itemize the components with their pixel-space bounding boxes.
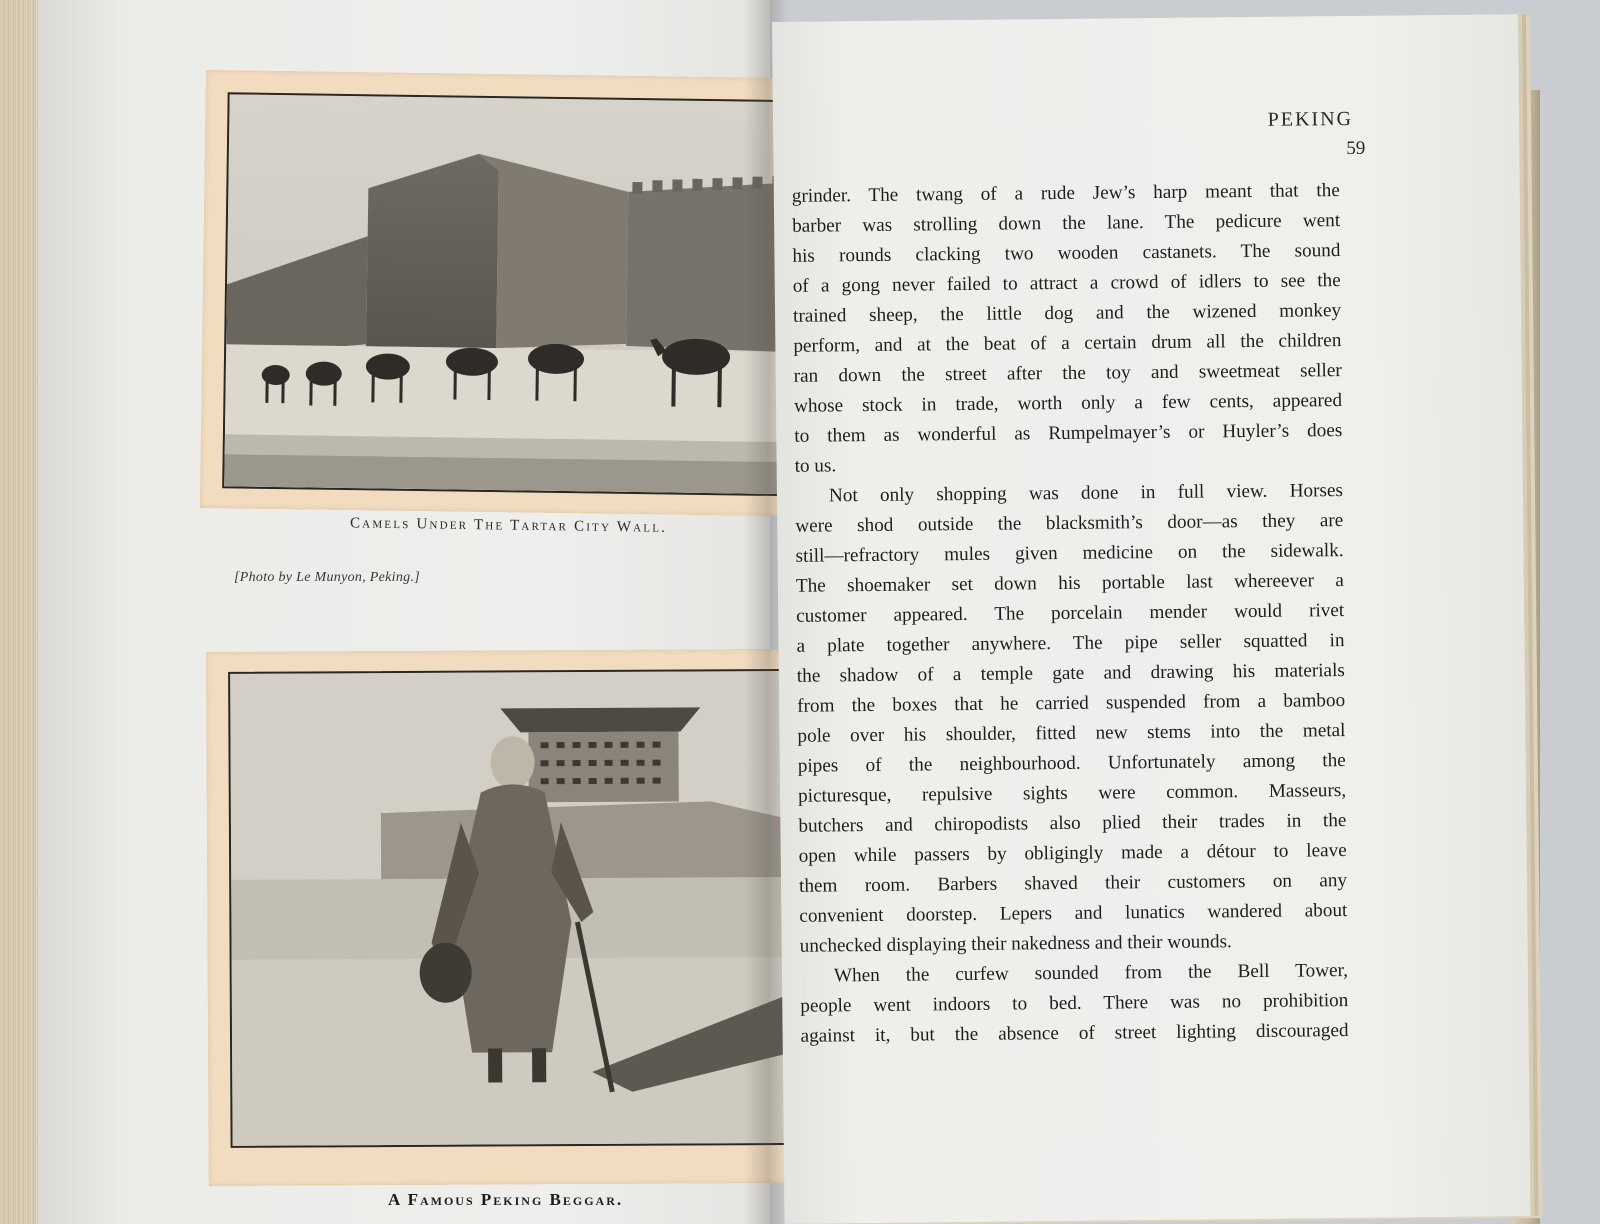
- text-line: his rounds clacking two wooden castanets. The sound: [792, 240, 1341, 267]
- beggar-photo-illustration: [230, 671, 798, 1146]
- text-line: from the boxes that he carried suspended from a bamboo: [797, 690, 1346, 717]
- text-line: to us.: [794, 455, 837, 477]
- text-line: picturesque, repulsive sights were common. Masseurs,: [797, 780, 1347, 807]
- text-line: perform, and at the beat of a certain drum all the children: [793, 330, 1342, 357]
- text-line: unchecked displaying their nakedness and their wounds.: [799, 931, 1232, 957]
- plate-caption-camels: Camels Under The Tartar City Wall.: [349, 515, 668, 536]
- text-line: were shod outside the blacksmith’s door—as they are: [795, 510, 1344, 537]
- photo-camels-under-wall: [222, 92, 797, 496]
- running-head: PEKING: [1267, 107, 1354, 131]
- text-line: convenient doorstep. Lepers and lunatics wandered about: [799, 900, 1348, 927]
- text-line: pole over his shoulder, fitted new stems into the metal: [797, 720, 1346, 747]
- plate-caption-beggar: A Famous Peking Beggar.: [388, 1190, 624, 1209]
- text-line: trained sheep, the little dog and the wizened monkey: [792, 300, 1342, 327]
- page-number: 59: [1346, 137, 1366, 159]
- body-text: [792, 176, 1349, 1052]
- text-line: The shoemaker set down his portable last whereever a: [795, 570, 1344, 597]
- text-line: When the curfew sounded from the Bell Tower,: [833, 960, 1349, 987]
- text-line: Not only shopping was done in full view. Horses: [828, 480, 1344, 507]
- text-line: barber was strolling down the lane. The pedicure went: [792, 210, 1341, 237]
- text-line: the shadow of a temple gate and drawing his materials: [796, 660, 1345, 687]
- text-line: grinder. The twang of a rude Jew’s harp meant that the: [791, 180, 1340, 207]
- text-line: ran down the street after the toy and sweetmeat seller: [793, 360, 1342, 387]
- text-line: customer appeared. The porcelain mender would rivet: [796, 600, 1345, 627]
- text-line: still—refractory mules given medicine on the sidewalk.: [795, 540, 1344, 567]
- text-line: of a gong never failed to attract a crowd of idlers to see the: [792, 270, 1341, 297]
- left-page: [38, 0, 770, 1224]
- text-line: pipes of the neighbourhood. Unfortunately among the: [797, 750, 1346, 777]
- text-line: to them as wonderful as Rumpelmayer’s or Huyler’s does: [794, 420, 1343, 447]
- photo-credit: [Photo by Le Munyon, Peking.]: [234, 570, 420, 585]
- text-line: people went indoors to bed. There was no prohibition: [800, 990, 1349, 1017]
- photo-peking-beggar: [228, 669, 800, 1148]
- text-line: butchers and chiropodists also plied their trades in the: [798, 810, 1347, 837]
- photo-plate-beggar: [206, 649, 809, 1186]
- right-page: [772, 14, 1531, 1224]
- photo-plate-camels: [200, 70, 806, 516]
- camels-photo-illustration: [224, 94, 795, 494]
- text-line: against it, but the absence of street lighting discouraged: [800, 1020, 1349, 1047]
- text-line: open while passers by obligingly made a détour to leave: [798, 840, 1347, 867]
- text-line: them room. Barbers shaved their customers on any: [798, 870, 1348, 897]
- text-line: a plate together anywhere. The pipe seller squatted in: [796, 630, 1345, 657]
- text-line: whose stock in trade, worth only a few cents, appeared: [793, 390, 1343, 417]
